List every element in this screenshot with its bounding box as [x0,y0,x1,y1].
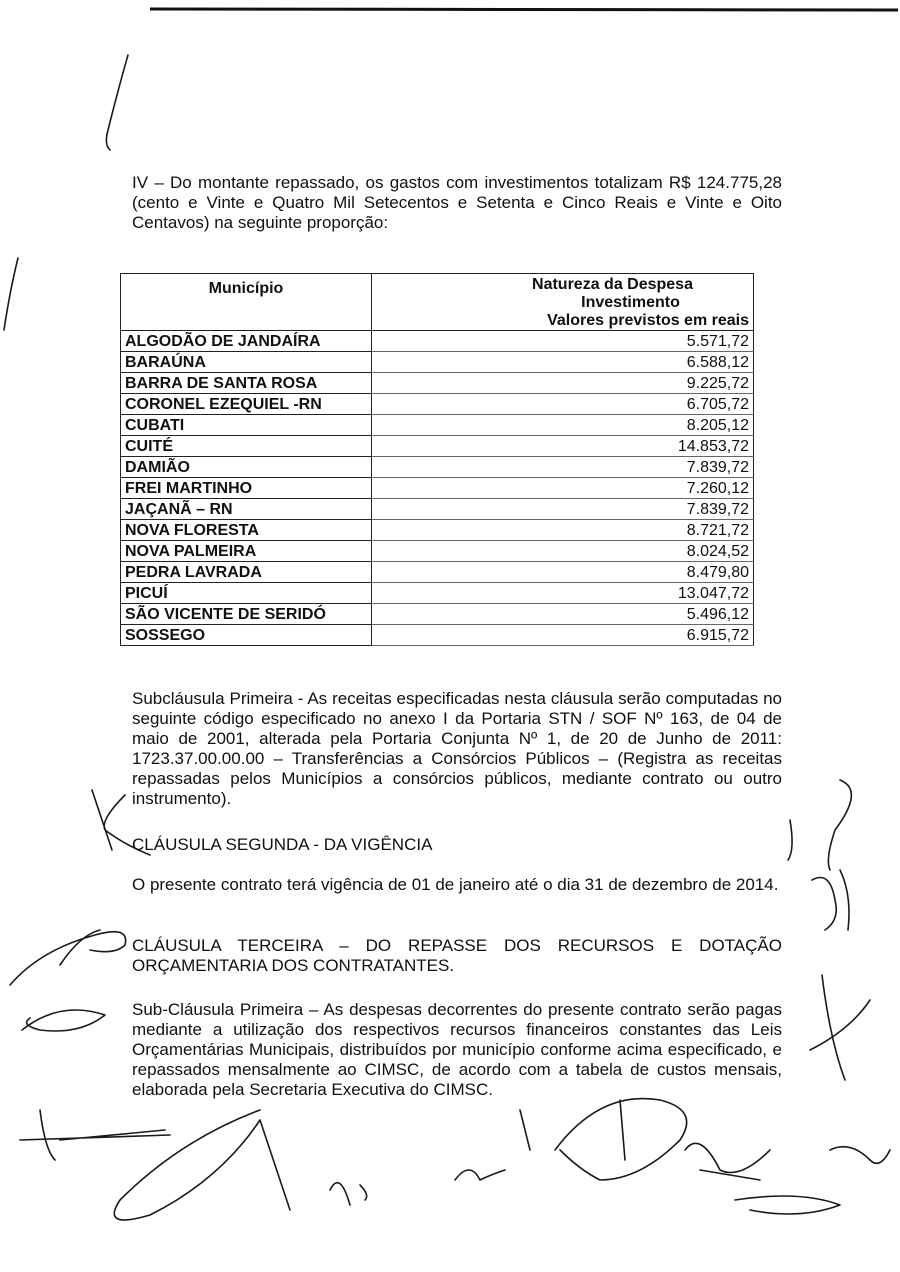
signature-bottom-7 [830,1147,890,1164]
row-municipio: NOVA PALMEIRA [121,541,372,562]
row-municipio: CUITÉ [121,436,372,457]
initial-right-top [788,780,851,870]
clausula-terceira-heading: CLÁUSULA TERCEIRA – DO REPASSE DOS RECURSOS E DOTAÇÃO ORÇAMENTARIA DOS CONTRATANTES. [132,936,782,975]
table-row [121,562,754,583]
header-valores: Valores previstos em reais [547,312,749,329]
row-valor: 13.047,72 [372,583,754,604]
table-row [121,436,754,457]
row-valor: 9.225,72 [372,373,754,394]
row-valor: 5.496,12 [372,604,754,625]
signature-left-2 [22,1010,105,1031]
row-municipio: PEDRA LAVRADA [121,562,372,583]
table-row [121,457,754,478]
row-municipio: FREI MARTINHO [121,478,372,499]
row-municipio: PICUÍ [121,583,372,604]
row-valor: 8.479,80 [372,562,754,583]
row-municipio: BARRA DE SANTA ROSA [121,373,372,394]
table-row [121,478,754,499]
top-border-line [150,6,900,12]
header-natureza [372,274,754,331]
margin-stroke-left [4,258,18,330]
table-row [121,499,754,520]
row-municipio: CORONEL EZEQUIEL -RN [121,394,372,415]
signature-bottom-1 [20,1110,170,1160]
signature-right-1 [812,870,849,930]
table-row [121,625,754,646]
row-valor: 8.721,72 [372,520,754,541]
intro-paragraph: IV – Do montante repassado, os gastos com investimentos totalizam R$ 124.775,28 (cento e Vinte e Quatro Mil Setecentos e Setenta e Cinco Reais e Vinte e Oito Centavos) na seguinte proporção: [132,173,782,232]
row-municipio: JAÇANÃ – RN [121,499,372,520]
row-valor: 6.705,72 [372,394,754,415]
table-header-row [121,274,754,331]
row-municipio: ALGODÃO DE JANDAÍRA [121,331,372,352]
investment-table [120,273,754,646]
row-valor: 8.024,52 [372,541,754,562]
clausula-segunda-heading: CLÁUSULA SEGUNDA - DA VIGÊNCIA [132,835,433,854]
row-valor: 7.839,72 [372,457,754,478]
table-row [121,541,754,562]
table-row [121,604,754,625]
signature-bottom-2 [114,1110,290,1220]
row-municipio: SÃO VICENTE DE SERIDÓ [121,604,372,625]
table-row [121,415,754,436]
row-valor: 7.260,12 [372,478,754,499]
margin-stroke-top [106,55,128,150]
row-valor: 6.915,72 [372,625,754,646]
signature-bottom-4 [455,1110,530,1180]
signature-right-2 [810,975,870,1080]
row-municipio: SOSSEGO [121,625,372,646]
row-valor: 14.853,72 [372,436,754,457]
header-municipio: Município [121,274,372,331]
table-row [121,394,754,415]
table-row [121,583,754,604]
table-row [121,520,754,541]
table-row [121,331,754,352]
sub-clausula-primeira-paragraph: Sub-Cláusula Primeira – As despesas decorrentes do presente contrato serão pagas mediante a utilização dos respectivos recursos financeiros constantes das Leis Orçamentárias Municipais, distribuídos por município conforme acima especificado, e repassados mensalmente ao CIMSC, de acordo com a tabela de custos mensais, elaborada pela Secretaria Executiva do CIMSC. [132,1000,782,1099]
row-municipio: CUBATI [121,415,372,436]
row-valor: 7.839,72 [372,499,754,520]
row-municipio: NOVA FLORESTA [121,520,372,541]
vigencia-paragraph: O presente contrato terá vigência de 01 de janeiro até o dia 31 de dezembro de 2014. [132,875,779,894]
signature-bottom-6 [685,1143,770,1180]
table-row [121,352,754,373]
signature-left-1 [10,930,126,985]
row-valor: 5.571,72 [372,331,754,352]
row-municipio: BARAÚNA [121,352,372,373]
signature-bottom-5 [555,1099,687,1180]
row-valor: 8.205,12 [372,415,754,436]
signature-bottom-8 [735,1196,840,1214]
table-row [121,373,754,394]
header-investimento: Investimento [581,294,680,311]
subclausula-primeira-paragraph: Subcláusula Primeira - As receitas especificadas nesta cláusula serão computadas no seguinte código especificado no anexo I da Portaria STN / SOF Nº 163, de 04 de maio de 2001, alterada pela Portaria Conjunta Nº 1, de 20 de Junho de 2011: 1723.37.00.00.00 – Transferências a Consórcios Públicos – (Registra as receitas repassadas pelos Municípios a consórcios públicos, mediante contrato ou outro instrumento). [132,689,782,808]
signature-bottom-3 [330,1183,367,1205]
row-municipio: DAMIÃO [121,457,372,478]
header-natureza-title: Natureza da Despesa [532,276,693,293]
row-valor: 6.588,12 [372,352,754,373]
